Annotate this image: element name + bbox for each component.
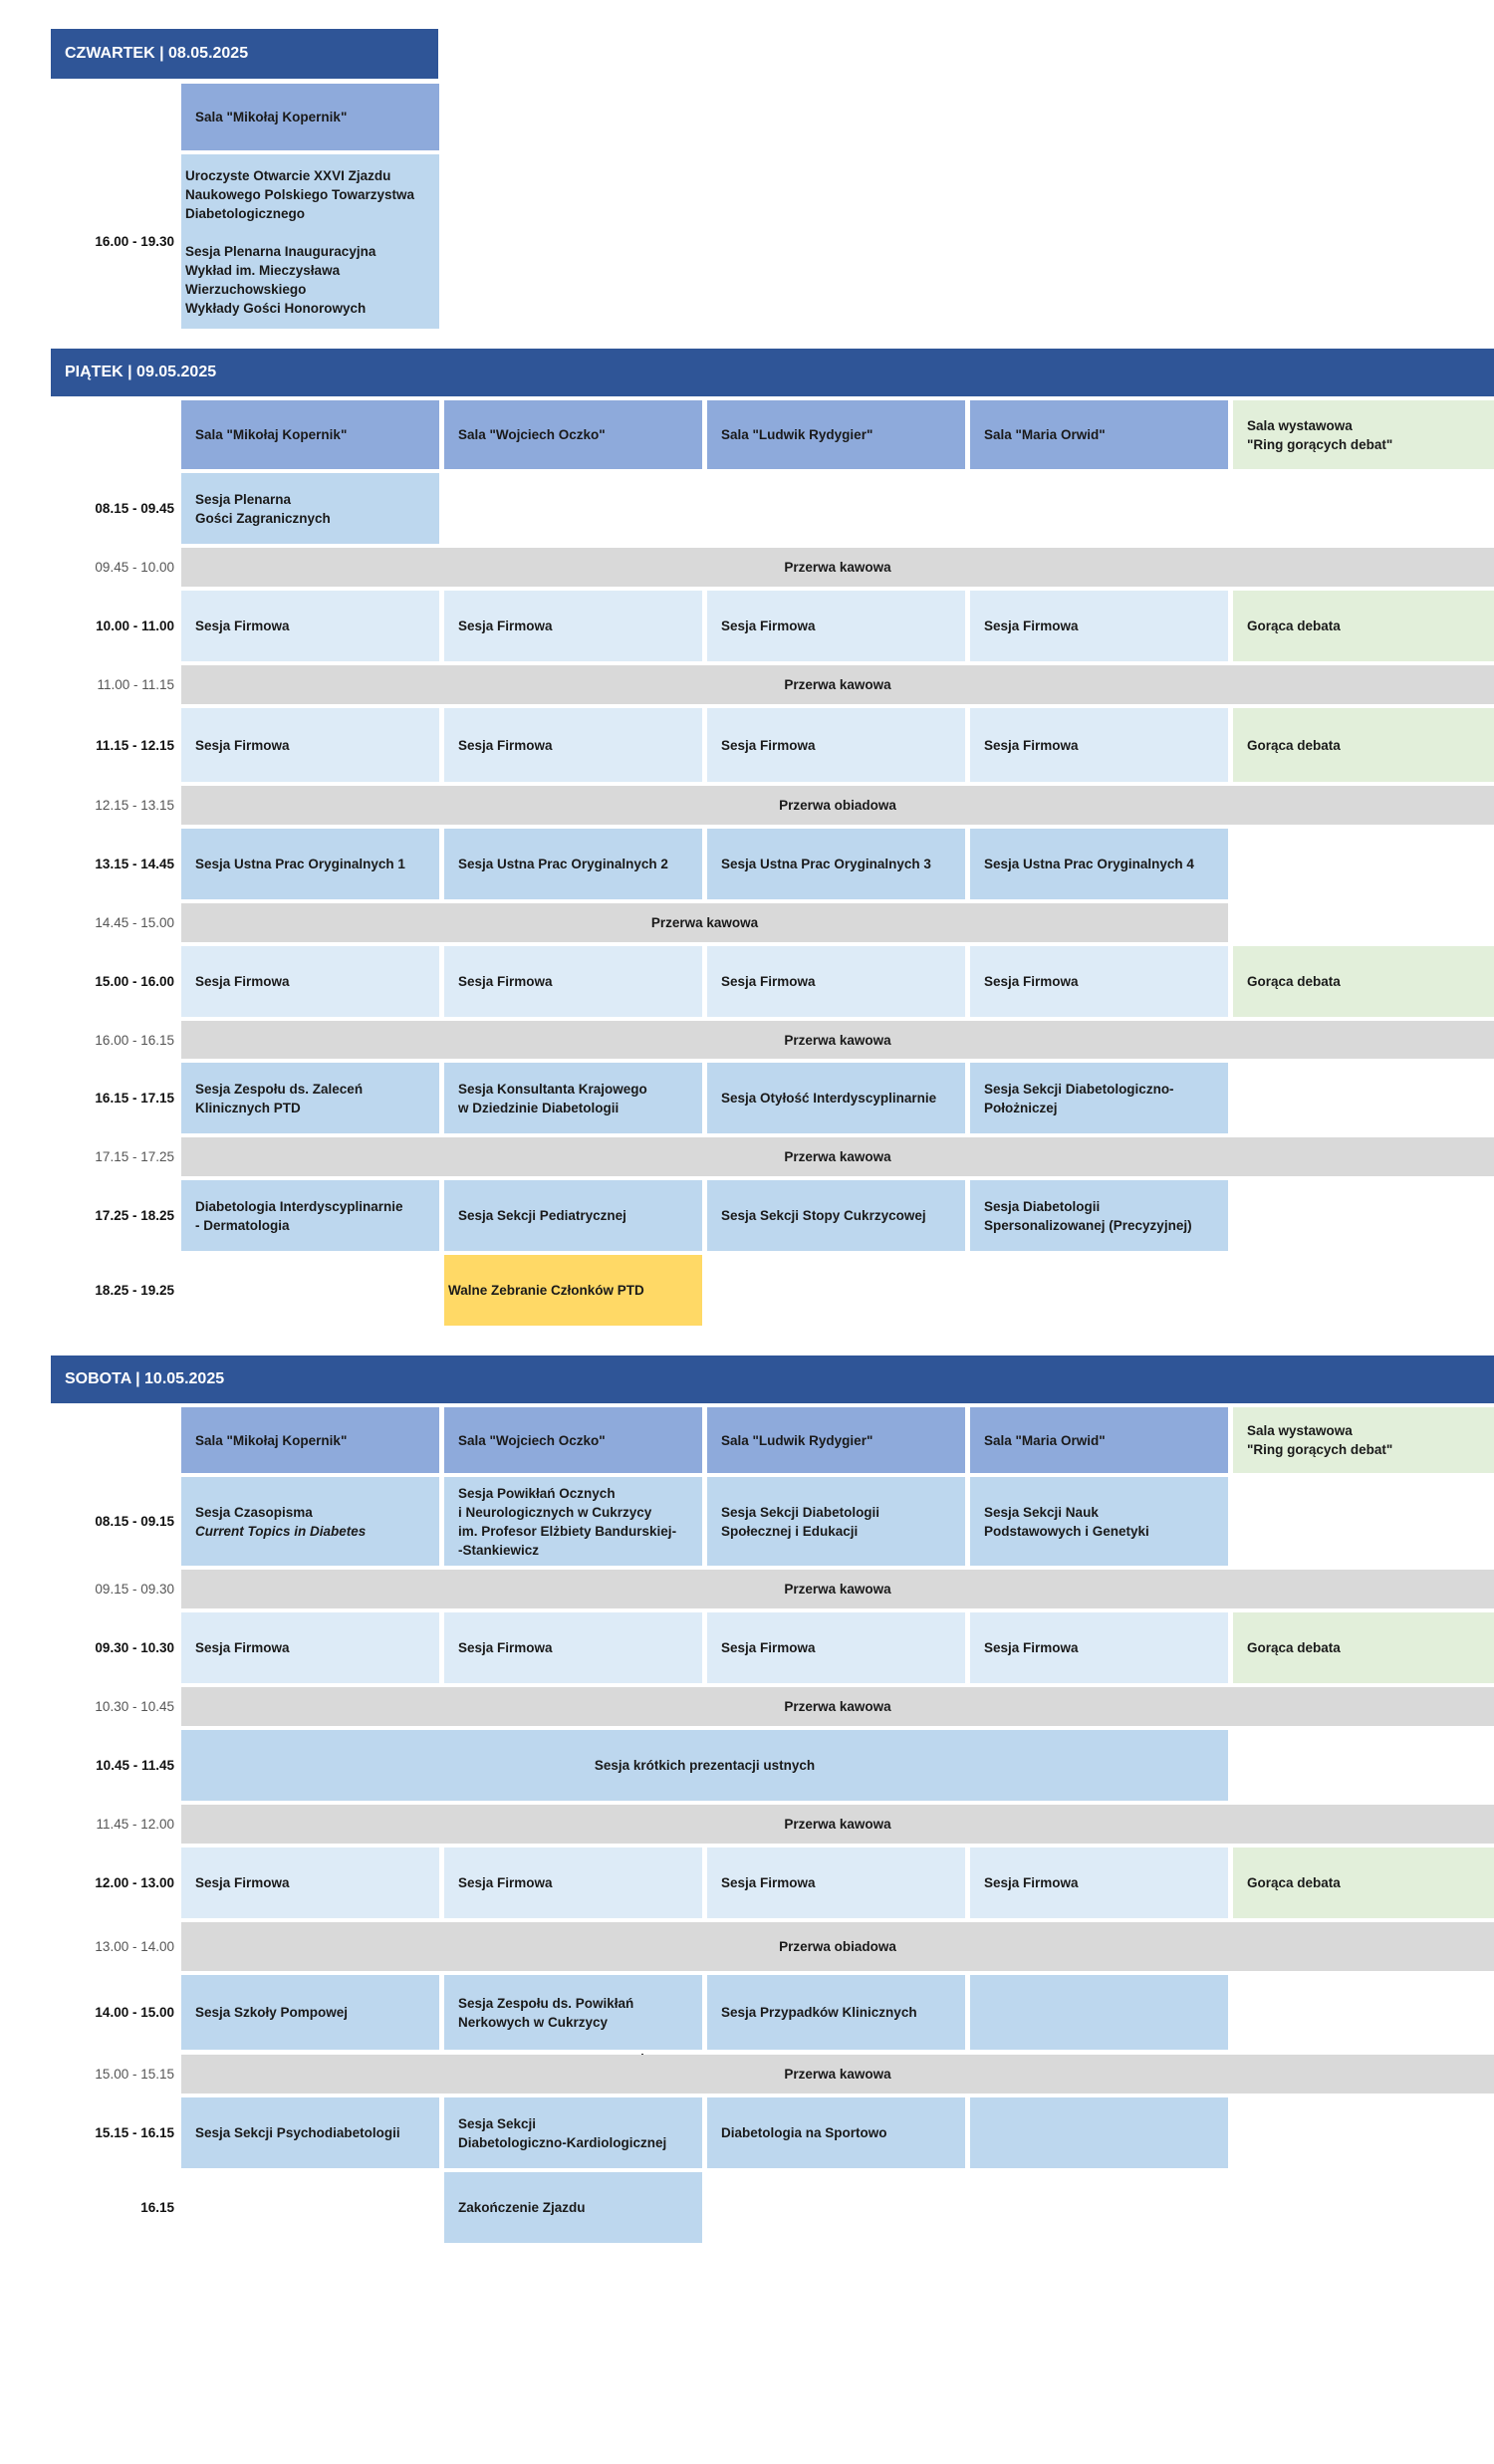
closing-session: Zakończenie Zjazdu [444, 2172, 702, 2243]
time-slot: 09.15 - 09.30 [95, 1582, 174, 1597]
session-eye-neuro: Sesja Powikłań Ocznych i Neurologicznych w Cukrzycy im. Profesor Elżbiety Bandurskiej- -Stankiewicz [444, 1477, 702, 1566]
session-obesity: Sesja Otyłość Interdyscyplinarnie [707, 1063, 965, 1133]
session-oral-3: Sesja Ustna Prac Oryginalnych 3 [707, 829, 965, 899]
session-oral-2: Sesja Ustna Prac Oryginalnych 2 [444, 829, 702, 899]
time-slot: 10.00 - 11.00 [96, 618, 174, 633]
session-company: Sesja Firmowa [970, 1848, 1228, 1918]
session-company: Sesja Firmowa [444, 591, 702, 661]
coffee-break: Przerwa kawowa [181, 1805, 1494, 1844]
room-header-wystawowa: Sala wystawowa "Ring gorących debat" [1233, 1407, 1494, 1473]
coffee-break: Przerwa kawowa [181, 2055, 1494, 2094]
empty-session-cell [970, 1975, 1228, 2050]
coffee-break: Przerwa kawowa [181, 665, 1494, 704]
session-company: Sesja Firmowa [970, 1612, 1228, 1683]
session-company: Sesja Firmowa [444, 708, 702, 782]
session-clinical-cases: Sesja Przypadków Klinicznych [707, 1975, 965, 2050]
time-slot: 08.15 - 09.45 [95, 501, 174, 516]
time-slot: 12.00 - 13.00 [95, 1875, 174, 1890]
session-plenary-foreign: Sesja Plenarna Gości Zagranicznych [181, 473, 439, 544]
time-slot: 11.15 - 12.15 [96, 737, 174, 753]
empty-session-cell [970, 2097, 1228, 2168]
time-slot: 11.00 - 11.15 [97, 677, 174, 692]
session-oral-1: Sesja Ustna Prac Oryginalnych 1 [181, 829, 439, 899]
day-header-friday: PIĄTEK | 09.05.2025 [51, 349, 1494, 396]
hot-debate: Gorąca debata [1233, 1612, 1494, 1683]
time-slot: 18.25 - 19.25 [95, 1283, 174, 1298]
lunch-break: Przerwa obiadowa [181, 786, 1494, 825]
session-kidney: Sesja Zespołu ds. Powikłań Nerkowych w Cukrzycy [444, 1975, 702, 2050]
time-slot: 13.00 - 14.00 [95, 1939, 174, 1954]
time-slot: 08.15 - 09.15 [95, 1514, 174, 1529]
session-guidelines-team: Sesja Zespołu ds. Zaleceń Klinicznych PTD [181, 1063, 439, 1133]
session-pump-school: Sesja Szkoły Pompowej [181, 1975, 439, 2050]
day-header-saturday: SOBOTA | 10.05.2025 [51, 1355, 1494, 1403]
session-company: Sesja Firmowa [707, 591, 965, 661]
session-cardiology: Sesja Sekcji Diabetologiczno-Kardiologicznej [444, 2097, 702, 2168]
lunch-break: Przerwa obiadowa [181, 1922, 1494, 1971]
session-company: Sesja Firmowa [181, 1848, 439, 1918]
session-company: Sesja Firmowa [707, 1848, 965, 1918]
session-oral-4: Sesja Ustna Prac Oryginalnych 4 [970, 829, 1228, 899]
coffee-break: Przerwa kawowa [181, 1021, 1494, 1059]
time-slot: 15.00 - 15.15 [95, 2067, 174, 2082]
session-pediatric: Sesja Sekcji Pediatrycznej [444, 1180, 702, 1251]
time-slot: 11.45 - 12.00 [96, 1817, 174, 1832]
time-slot: 09.45 - 10.00 [95, 560, 174, 575]
session-company: Sesja Firmowa [707, 708, 965, 782]
session-company: Sesja Firmowa [970, 591, 1228, 661]
session-company: Sesja Firmowa [181, 1612, 439, 1683]
hot-debate: Gorąca debata [1233, 946, 1494, 1017]
session-company: Sesja Firmowa [970, 946, 1228, 1017]
time-slot: 17.15 - 17.25 [95, 1149, 174, 1164]
room-header-rydygier: Sala "Ludwik Rydygier" [707, 400, 965, 469]
room-header-kopernik: Sala "Mikołaj Kopernik" [181, 84, 439, 150]
time-slot: 10.30 - 10.45 [95, 1699, 174, 1714]
session-journal [181, 1477, 439, 1566]
room-header-kopernik: Sala "Mikołaj Kopernik" [181, 1407, 439, 1473]
coffee-break: Przerwa kawowa [181, 903, 1228, 942]
time-slot: 16.00 - 16.15 [95, 1032, 174, 1048]
session-diabetic-foot: Sesja Sekcji Stopy Cukrzycowej [707, 1180, 965, 1251]
session-national-consultant: Sesja Konsultanta Krajowego w Dziedzinie Diabetologii [444, 1063, 702, 1133]
time-slot: 13.15 - 14.45 [95, 857, 174, 871]
session-company: Sesja Firmowa [707, 1612, 965, 1683]
session-social-education: Sesja Sekcji Diabetologii Społecznej i Edukacji [707, 1477, 965, 1566]
session-company: Sesja Firmowa [970, 708, 1228, 782]
room-header-oczko: Sala "Wojciech Oczko" [444, 1407, 702, 1473]
session-company: Sesja Firmowa [181, 946, 439, 1017]
room-header-kopernik: Sala "Mikołaj Kopernik" [181, 400, 439, 469]
time-slot: 15.00 - 16.00 [95, 974, 174, 989]
time-slot: 17.25 - 18.25 [95, 1208, 174, 1223]
time-slot: 16.15 [140, 2200, 174, 2215]
room-header-orwid: Sala "Maria Orwid" [970, 400, 1228, 469]
session-opening: Uroczyste Otwarcie XXVI Zjazdu Naukowego Polskiego Towarzystwa Diabetologicznego Sesja Plenarna Inauguracyjna Wykład im. Mieczysława Wierzuchowskiego Wykłady Gości Honorowych [181, 154, 439, 329]
session-company: Sesja Firmowa [444, 1612, 702, 1683]
time-slot: 12.15 - 13.15 [95, 798, 174, 813]
day-header-thursday: CZWARTEK | 08.05.2025 [51, 29, 438, 79]
hot-debate: Gorąca debata [1233, 1848, 1494, 1918]
time-slot: 14.45 - 15.00 [95, 915, 174, 930]
time-slot: 16.15 - 17.15 [95, 1091, 174, 1106]
session-company: Sesja Firmowa [444, 946, 702, 1017]
time-slot: 10.45 - 11.45 [96, 1758, 174, 1773]
hot-debate: Gorąca debata [1233, 708, 1494, 782]
time-slot: 14.00 - 15.00 [95, 2005, 174, 2020]
room-header-orwid: Sala "Maria Orwid" [970, 1407, 1228, 1473]
coffee-break: Przerwa kawowa [181, 548, 1494, 587]
session-obstetric: Sesja Sekcji Diabetologiczno- Położniczej [970, 1063, 1228, 1133]
coffee-break: Przerwa kawowa [181, 1137, 1494, 1176]
session-dermatology: Diabetologia Interdyscyplinarnie - Dermatologia [181, 1180, 439, 1251]
session-journal-title: Sesja Czasopisma [195, 1504, 313, 1520]
session-basic-genetics: Sesja Sekcji Nauk Podstawowych i Genetyki [970, 1477, 1228, 1566]
general-assembly: Walne Zebranie Członków PTD [444, 1255, 702, 1326]
coffee-break: Przerwa kawowa [181, 1570, 1494, 1608]
time-slot: 16.00 - 19.30 [95, 234, 174, 249]
session-company: Sesja Firmowa [444, 1848, 702, 1918]
room-header-rydygier: Sala "Ludwik Rydygier" [707, 1407, 965, 1473]
time-slot: 15.15 - 16.15 [95, 2125, 174, 2140]
room-header-wystawowa: Sala wystawowa "Ring gorących debat" [1233, 400, 1494, 469]
hot-debate: Gorąca debata [1233, 591, 1494, 661]
room-header-oczko: Sala "Wojciech Oczko" [444, 400, 702, 469]
session-personalized: Sesja Diabetologii Spersonalizowanej (Precyzyjnej) [970, 1180, 1228, 1251]
session-company: Sesja Firmowa [181, 708, 439, 782]
coffee-break: Przerwa kawowa [181, 1687, 1494, 1726]
session-sports: Diabetologia na Sportowo [707, 2097, 965, 2168]
session-psychodiabetology: Sesja Sekcji Psychodiabetologii [181, 2097, 439, 2168]
session-journal-name: Current Topics in Diabetes [195, 1523, 367, 1539]
time-slot: 09.30 - 10.30 [95, 1640, 174, 1655]
session-company: Sesja Firmowa [181, 591, 439, 661]
session-short-oral: Sesja krótkich prezentacji ustnych [181, 1730, 1228, 1801]
session-company: Sesja Firmowa [707, 946, 965, 1017]
